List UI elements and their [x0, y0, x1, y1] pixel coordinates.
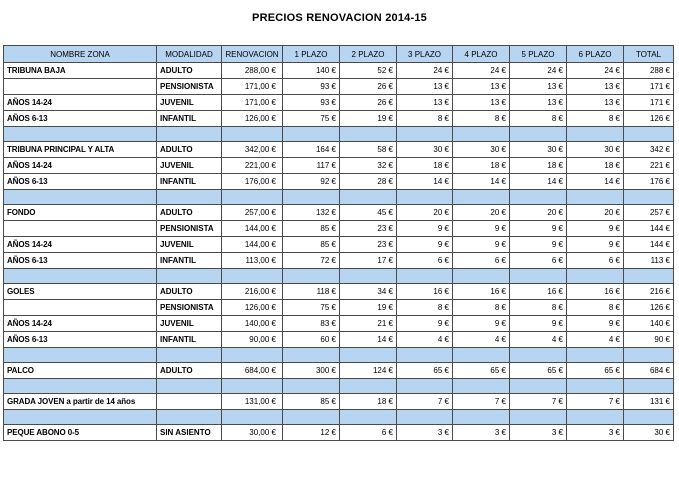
separator-cell	[283, 269, 340, 284]
cell-zona: AÑOS 14-24	[4, 158, 157, 174]
cell-plazo-3: 24 €	[397, 63, 453, 79]
cell-plazo-4: 6 €	[453, 253, 510, 269]
header-plazo-6: 6 PLAZO	[567, 46, 624, 63]
separator-cell	[157, 190, 222, 205]
separator-cell	[4, 190, 157, 205]
cell-plazo-1: 93 €	[283, 79, 340, 95]
cell-renovacion: 171,00 €	[222, 79, 283, 95]
separator-cell	[453, 127, 510, 142]
separator-row	[4, 190, 674, 205]
cell-plazo-5: 4 €	[510, 332, 567, 348]
cell-renovacion: 126,00 €	[222, 111, 283, 127]
cell-zona: AÑOS 14-24	[4, 316, 157, 332]
cell-plazo-2: 23 €	[340, 237, 397, 253]
cell-plazo-4: 8 €	[453, 300, 510, 316]
cell-plazo-4: 65 €	[453, 363, 510, 379]
cell-plazo-2: 23 €	[340, 221, 397, 237]
cell-plazo-5: 18 €	[510, 158, 567, 174]
cell-renovacion: 171,00 €	[222, 95, 283, 111]
cell-zona: AÑOS 14-24	[4, 237, 157, 253]
table-row	[4, 111, 674, 127]
header-plazo-4: 4 PLAZO	[453, 46, 510, 63]
separator-cell	[157, 348, 222, 363]
cell-renovacion: 30,00 €	[222, 425, 283, 441]
separator-cell	[340, 348, 397, 363]
header-row	[4, 46, 674, 63]
separator-cell	[222, 348, 283, 363]
cell-modalidad: PENSIONISTA	[157, 300, 222, 316]
cell-plazo-4: 4 €	[453, 332, 510, 348]
cell-plazo-4: 9 €	[453, 237, 510, 253]
separator-cell	[222, 127, 283, 142]
separator-cell	[567, 190, 624, 205]
cell-plazo-2: 19 €	[340, 111, 397, 127]
table-row	[4, 63, 674, 79]
separator-cell	[567, 410, 624, 425]
cell-plazo-1: 85 €	[283, 237, 340, 253]
header-plazo-2: 2 PLAZO	[340, 46, 397, 63]
separator-cell	[397, 379, 453, 394]
cell-plazo-2: 21 €	[340, 316, 397, 332]
cell-plazo-6: 14 €	[567, 174, 624, 190]
separator-cell	[397, 410, 453, 425]
cell-zona	[4, 79, 157, 95]
cell-renovacion: 131,00 €	[222, 394, 283, 410]
cell-plazo-2: 58 €	[340, 142, 397, 158]
cell-modalidad: JUVENIL	[157, 316, 222, 332]
cell-plazo-4: 8 €	[453, 111, 510, 127]
separator-cell	[453, 410, 510, 425]
separator-cell	[4, 127, 157, 142]
separator-cell	[567, 127, 624, 142]
cell-plazo-6: 6 €	[567, 253, 624, 269]
header-renovacion: RENOVACION	[222, 46, 283, 63]
separator-cell	[222, 410, 283, 425]
cell-plazo-3: 9 €	[397, 316, 453, 332]
cell-plazo-2: 52 €	[340, 63, 397, 79]
cell-plazo-3: 8 €	[397, 111, 453, 127]
separator-cell	[567, 348, 624, 363]
cell-zona: GOLES	[4, 284, 157, 300]
cell-plazo-2: 26 €	[340, 95, 397, 111]
cell-plazo-6: 20 €	[567, 205, 624, 221]
separator-cell	[624, 190, 674, 205]
separator-cell	[624, 269, 674, 284]
cell-modalidad: ADULTO	[157, 363, 222, 379]
cell-plazo-1: 75 €	[283, 111, 340, 127]
cell-zona: AÑOS 14-24	[4, 95, 157, 111]
cell-plazo-2: 17 €	[340, 253, 397, 269]
cell-plazo-1: 164 €	[283, 142, 340, 158]
separator-row	[4, 379, 674, 394]
table-row	[4, 363, 674, 379]
separator-cell	[157, 269, 222, 284]
cell-zona	[4, 221, 157, 237]
cell-plazo-5: 9 €	[510, 316, 567, 332]
separator-cell	[222, 379, 283, 394]
cell-plazo-3: 16 €	[397, 284, 453, 300]
cell-plazo-1: 140 €	[283, 63, 340, 79]
cell-modalidad: JUVENIL	[157, 95, 222, 111]
cell-plazo-4: 16 €	[453, 284, 510, 300]
separator-cell	[4, 410, 157, 425]
header-plazo-3: 3 PLAZO	[397, 46, 453, 63]
table-row	[4, 332, 674, 348]
separator-row	[4, 127, 674, 142]
cell-plazo-6: 4 €	[567, 332, 624, 348]
separator-cell	[4, 269, 157, 284]
cell-plazo-5: 16 €	[510, 284, 567, 300]
cell-plazo-4: 18 €	[453, 158, 510, 174]
cell-plazo-4: 9 €	[453, 221, 510, 237]
table-row	[4, 205, 674, 221]
table-row	[4, 79, 674, 95]
separator-cell	[4, 379, 157, 394]
separator-cell	[397, 127, 453, 142]
table-row	[4, 174, 674, 190]
cell-renovacion: 144,00 €	[222, 237, 283, 253]
cell-plazo-2: 124 €	[340, 363, 397, 379]
cell-plazo-5: 24 €	[510, 63, 567, 79]
cell-modalidad: INFANTIL	[157, 111, 222, 127]
cell-modalidad: ADULTO	[157, 142, 222, 158]
table-row	[4, 300, 674, 316]
table-row	[4, 221, 674, 237]
separator-cell	[624, 348, 674, 363]
table-row	[4, 284, 674, 300]
cell-renovacion: 684,00 €	[222, 363, 283, 379]
cell-zona: GRADA JOVEN a partir de 14 años	[4, 394, 157, 410]
cell-plazo-3: 9 €	[397, 221, 453, 237]
cell-zona: PEQUE ABONO 0-5	[4, 425, 157, 441]
cell-modalidad: INFANTIL	[157, 174, 222, 190]
table-row	[4, 253, 674, 269]
separator-cell	[157, 410, 222, 425]
cell-renovacion: 221,00 €	[222, 158, 283, 174]
cell-plazo-2: 18 €	[340, 394, 397, 410]
cell-total: 221 €	[624, 158, 674, 174]
cell-plazo-5: 65 €	[510, 363, 567, 379]
cell-plazo-6: 9 €	[567, 316, 624, 332]
cell-total: 684 €	[624, 363, 674, 379]
cell-renovacion: 216,00 €	[222, 284, 283, 300]
table-body	[4, 63, 674, 441]
cell-plazo-4: 3 €	[453, 425, 510, 441]
cell-modalidad: ADULTO	[157, 284, 222, 300]
cell-total: 216 €	[624, 284, 674, 300]
cell-plazo-3: 13 €	[397, 95, 453, 111]
separator-cell	[510, 269, 567, 284]
header-modalidad: MODALIDAD	[157, 46, 222, 63]
cell-plazo-3: 30 €	[397, 142, 453, 158]
cell-zona	[4, 300, 157, 316]
separator-cell	[222, 269, 283, 284]
cell-plazo-5: 13 €	[510, 95, 567, 111]
cell-renovacion: 113,00 €	[222, 253, 283, 269]
cell-plazo-2: 32 €	[340, 158, 397, 174]
cell-plazo-6: 7 €	[567, 394, 624, 410]
cell-modalidad: JUVENIL	[157, 158, 222, 174]
cell-total: 171 €	[624, 95, 674, 111]
cell-plazo-6: 24 €	[567, 63, 624, 79]
cell-zona: TRIBUNA BAJA	[4, 63, 157, 79]
cell-modalidad: SIN ASIENTO	[157, 425, 222, 441]
cell-renovacion: 176,00 €	[222, 174, 283, 190]
cell-plazo-3: 14 €	[397, 174, 453, 190]
cell-plazo-5: 30 €	[510, 142, 567, 158]
separator-cell	[510, 379, 567, 394]
cell-modalidad	[157, 394, 222, 410]
cell-total: 30 €	[624, 425, 674, 441]
separator-cell	[453, 348, 510, 363]
cell-zona: AÑOS 6-13	[4, 332, 157, 348]
separator-cell	[567, 269, 624, 284]
cell-total: 131 €	[624, 394, 674, 410]
cell-plazo-5: 20 €	[510, 205, 567, 221]
cell-modalidad: JUVENIL	[157, 237, 222, 253]
cell-plazo-2: 26 €	[340, 79, 397, 95]
cell-plazo-5: 6 €	[510, 253, 567, 269]
cell-plazo-2: 14 €	[340, 332, 397, 348]
cell-modalidad: INFANTIL	[157, 253, 222, 269]
separator-cell	[283, 348, 340, 363]
separator-cell	[340, 127, 397, 142]
table-row	[4, 95, 674, 111]
cell-renovacion: 342,00 €	[222, 142, 283, 158]
separator-cell	[283, 410, 340, 425]
separator-cell	[510, 127, 567, 142]
cell-plazo-1: 83 €	[283, 316, 340, 332]
separator-cell	[510, 410, 567, 425]
cell-plazo-6: 13 €	[567, 95, 624, 111]
cell-plazo-2: 19 €	[340, 300, 397, 316]
separator-cell	[340, 410, 397, 425]
table-row	[4, 158, 674, 174]
cell-plazo-1: 85 €	[283, 394, 340, 410]
cell-renovacion: 288,00 €	[222, 63, 283, 79]
cell-total: 342 €	[624, 142, 674, 158]
separator-cell	[340, 190, 397, 205]
cell-plazo-5: 13 €	[510, 79, 567, 95]
table-row	[4, 394, 674, 410]
cell-plazo-3: 3 €	[397, 425, 453, 441]
cell-plazo-1: 93 €	[283, 95, 340, 111]
separator-cell	[283, 190, 340, 205]
cell-renovacion: 144,00 €	[222, 221, 283, 237]
separator-cell	[510, 348, 567, 363]
header-plazo-5: 5 PLAZO	[510, 46, 567, 63]
cell-plazo-4: 13 €	[453, 79, 510, 95]
cell-plazo-5: 8 €	[510, 300, 567, 316]
separator-cell	[397, 348, 453, 363]
separator-cell	[567, 379, 624, 394]
cell-plazo-6: 9 €	[567, 237, 624, 253]
cell-plazo-3: 13 €	[397, 79, 453, 95]
cell-plazo-5: 7 €	[510, 394, 567, 410]
cell-total: 113 €	[624, 253, 674, 269]
cell-total: 90 €	[624, 332, 674, 348]
cell-plazo-5: 8 €	[510, 111, 567, 127]
cell-total: 140 €	[624, 316, 674, 332]
table-row	[4, 316, 674, 332]
cell-renovacion: 126,00 €	[222, 300, 283, 316]
cell-total: 176 €	[624, 174, 674, 190]
cell-zona: AÑOS 6-13	[4, 111, 157, 127]
cell-plazo-4: 14 €	[453, 174, 510, 190]
separator-cell	[624, 410, 674, 425]
header-total: TOTAL	[624, 46, 674, 63]
cell-plazo-1: 117 €	[283, 158, 340, 174]
price-table	[3, 45, 674, 441]
cell-plazo-6: 9 €	[567, 221, 624, 237]
cell-plazo-3: 7 €	[397, 394, 453, 410]
cell-total: 126 €	[624, 300, 674, 316]
separator-cell	[624, 127, 674, 142]
cell-modalidad: ADULTO	[157, 63, 222, 79]
separator-cell	[624, 379, 674, 394]
separator-cell	[453, 190, 510, 205]
separator-cell	[453, 379, 510, 394]
cell-plazo-3: 6 €	[397, 253, 453, 269]
cell-plazo-5: 3 €	[510, 425, 567, 441]
separator-cell	[157, 127, 222, 142]
cell-zona: FONDO	[4, 205, 157, 221]
cell-plazo-1: 72 €	[283, 253, 340, 269]
cell-renovacion: 90,00 €	[222, 332, 283, 348]
cell-plazo-1: 118 €	[283, 284, 340, 300]
cell-plazo-6: 30 €	[567, 142, 624, 158]
cell-total: 171 €	[624, 79, 674, 95]
cell-plazo-5: 14 €	[510, 174, 567, 190]
cell-total: 144 €	[624, 221, 674, 237]
cell-plazo-1: 75 €	[283, 300, 340, 316]
cell-zona: PALCO	[4, 363, 157, 379]
cell-renovacion: 140,00 €	[222, 316, 283, 332]
header-plazo-1: 1 PLAZO	[283, 46, 340, 63]
cell-plazo-3: 18 €	[397, 158, 453, 174]
cell-modalidad: PENSIONISTA	[157, 79, 222, 95]
separator-cell	[340, 379, 397, 394]
separator-row	[4, 348, 674, 363]
cell-renovacion: 257,00 €	[222, 205, 283, 221]
separator-cell	[510, 190, 567, 205]
cell-plazo-5: 9 €	[510, 221, 567, 237]
cell-plazo-3: 20 €	[397, 205, 453, 221]
table-row	[4, 237, 674, 253]
header-nombre-zona: NOMBRE ZONA	[4, 46, 157, 63]
separator-cell	[157, 379, 222, 394]
separator-cell	[4, 348, 157, 363]
cell-zona: AÑOS 6-13	[4, 253, 157, 269]
cell-modalidad: ADULTO	[157, 205, 222, 221]
cell-plazo-4: 7 €	[453, 394, 510, 410]
separator-cell	[397, 190, 453, 205]
cell-plazo-4: 9 €	[453, 316, 510, 332]
cell-plazo-1: 92 €	[283, 174, 340, 190]
cell-plazo-2: 28 €	[340, 174, 397, 190]
cell-plazo-1: 85 €	[283, 221, 340, 237]
cell-plazo-3: 9 €	[397, 237, 453, 253]
cell-plazo-6: 65 €	[567, 363, 624, 379]
cell-plazo-5: 9 €	[510, 237, 567, 253]
cell-plazo-3: 65 €	[397, 363, 453, 379]
cell-plazo-1: 300 €	[283, 363, 340, 379]
cell-plazo-3: 4 €	[397, 332, 453, 348]
separator-cell	[283, 127, 340, 142]
cell-plazo-4: 20 €	[453, 205, 510, 221]
separator-cell	[340, 269, 397, 284]
cell-plazo-4: 13 €	[453, 95, 510, 111]
separator-cell	[222, 190, 283, 205]
cell-zona: AÑOS 6-13	[4, 174, 157, 190]
separator-row	[4, 410, 674, 425]
separator-cell	[453, 269, 510, 284]
cell-plazo-2: 34 €	[340, 284, 397, 300]
cell-total: 126 €	[624, 111, 674, 127]
cell-plazo-3: 8 €	[397, 300, 453, 316]
cell-total: 144 €	[624, 237, 674, 253]
table-row	[4, 142, 674, 158]
cell-total: 257 €	[624, 205, 674, 221]
separator-row	[4, 269, 674, 284]
cell-zona: TRIBUNA PRINCIPAL Y ALTA	[4, 142, 157, 158]
cell-plazo-6: 13 €	[567, 79, 624, 95]
cell-plazo-4: 24 €	[453, 63, 510, 79]
cell-plazo-1: 12 €	[283, 425, 340, 441]
cell-modalidad: INFANTIL	[157, 332, 222, 348]
cell-plazo-1: 60 €	[283, 332, 340, 348]
cell-plazo-4: 30 €	[453, 142, 510, 158]
separator-cell	[283, 379, 340, 394]
cell-plazo-6: 16 €	[567, 284, 624, 300]
table-row	[4, 425, 674, 441]
cell-plazo-6: 8 €	[567, 111, 624, 127]
cell-total: 288 €	[624, 63, 674, 79]
cell-modalidad: PENSIONISTA	[157, 221, 222, 237]
cell-plazo-6: 8 €	[567, 300, 624, 316]
cell-plazo-2: 6 €	[340, 425, 397, 441]
separator-cell	[397, 269, 453, 284]
page-title: PRECIOS RENOVACION 2014-15	[252, 12, 427, 24]
cell-plazo-1: 132 €	[283, 205, 340, 221]
cell-plazo-2: 45 €	[340, 205, 397, 221]
cell-plazo-6: 18 €	[567, 158, 624, 174]
cell-plazo-6: 3 €	[567, 425, 624, 441]
